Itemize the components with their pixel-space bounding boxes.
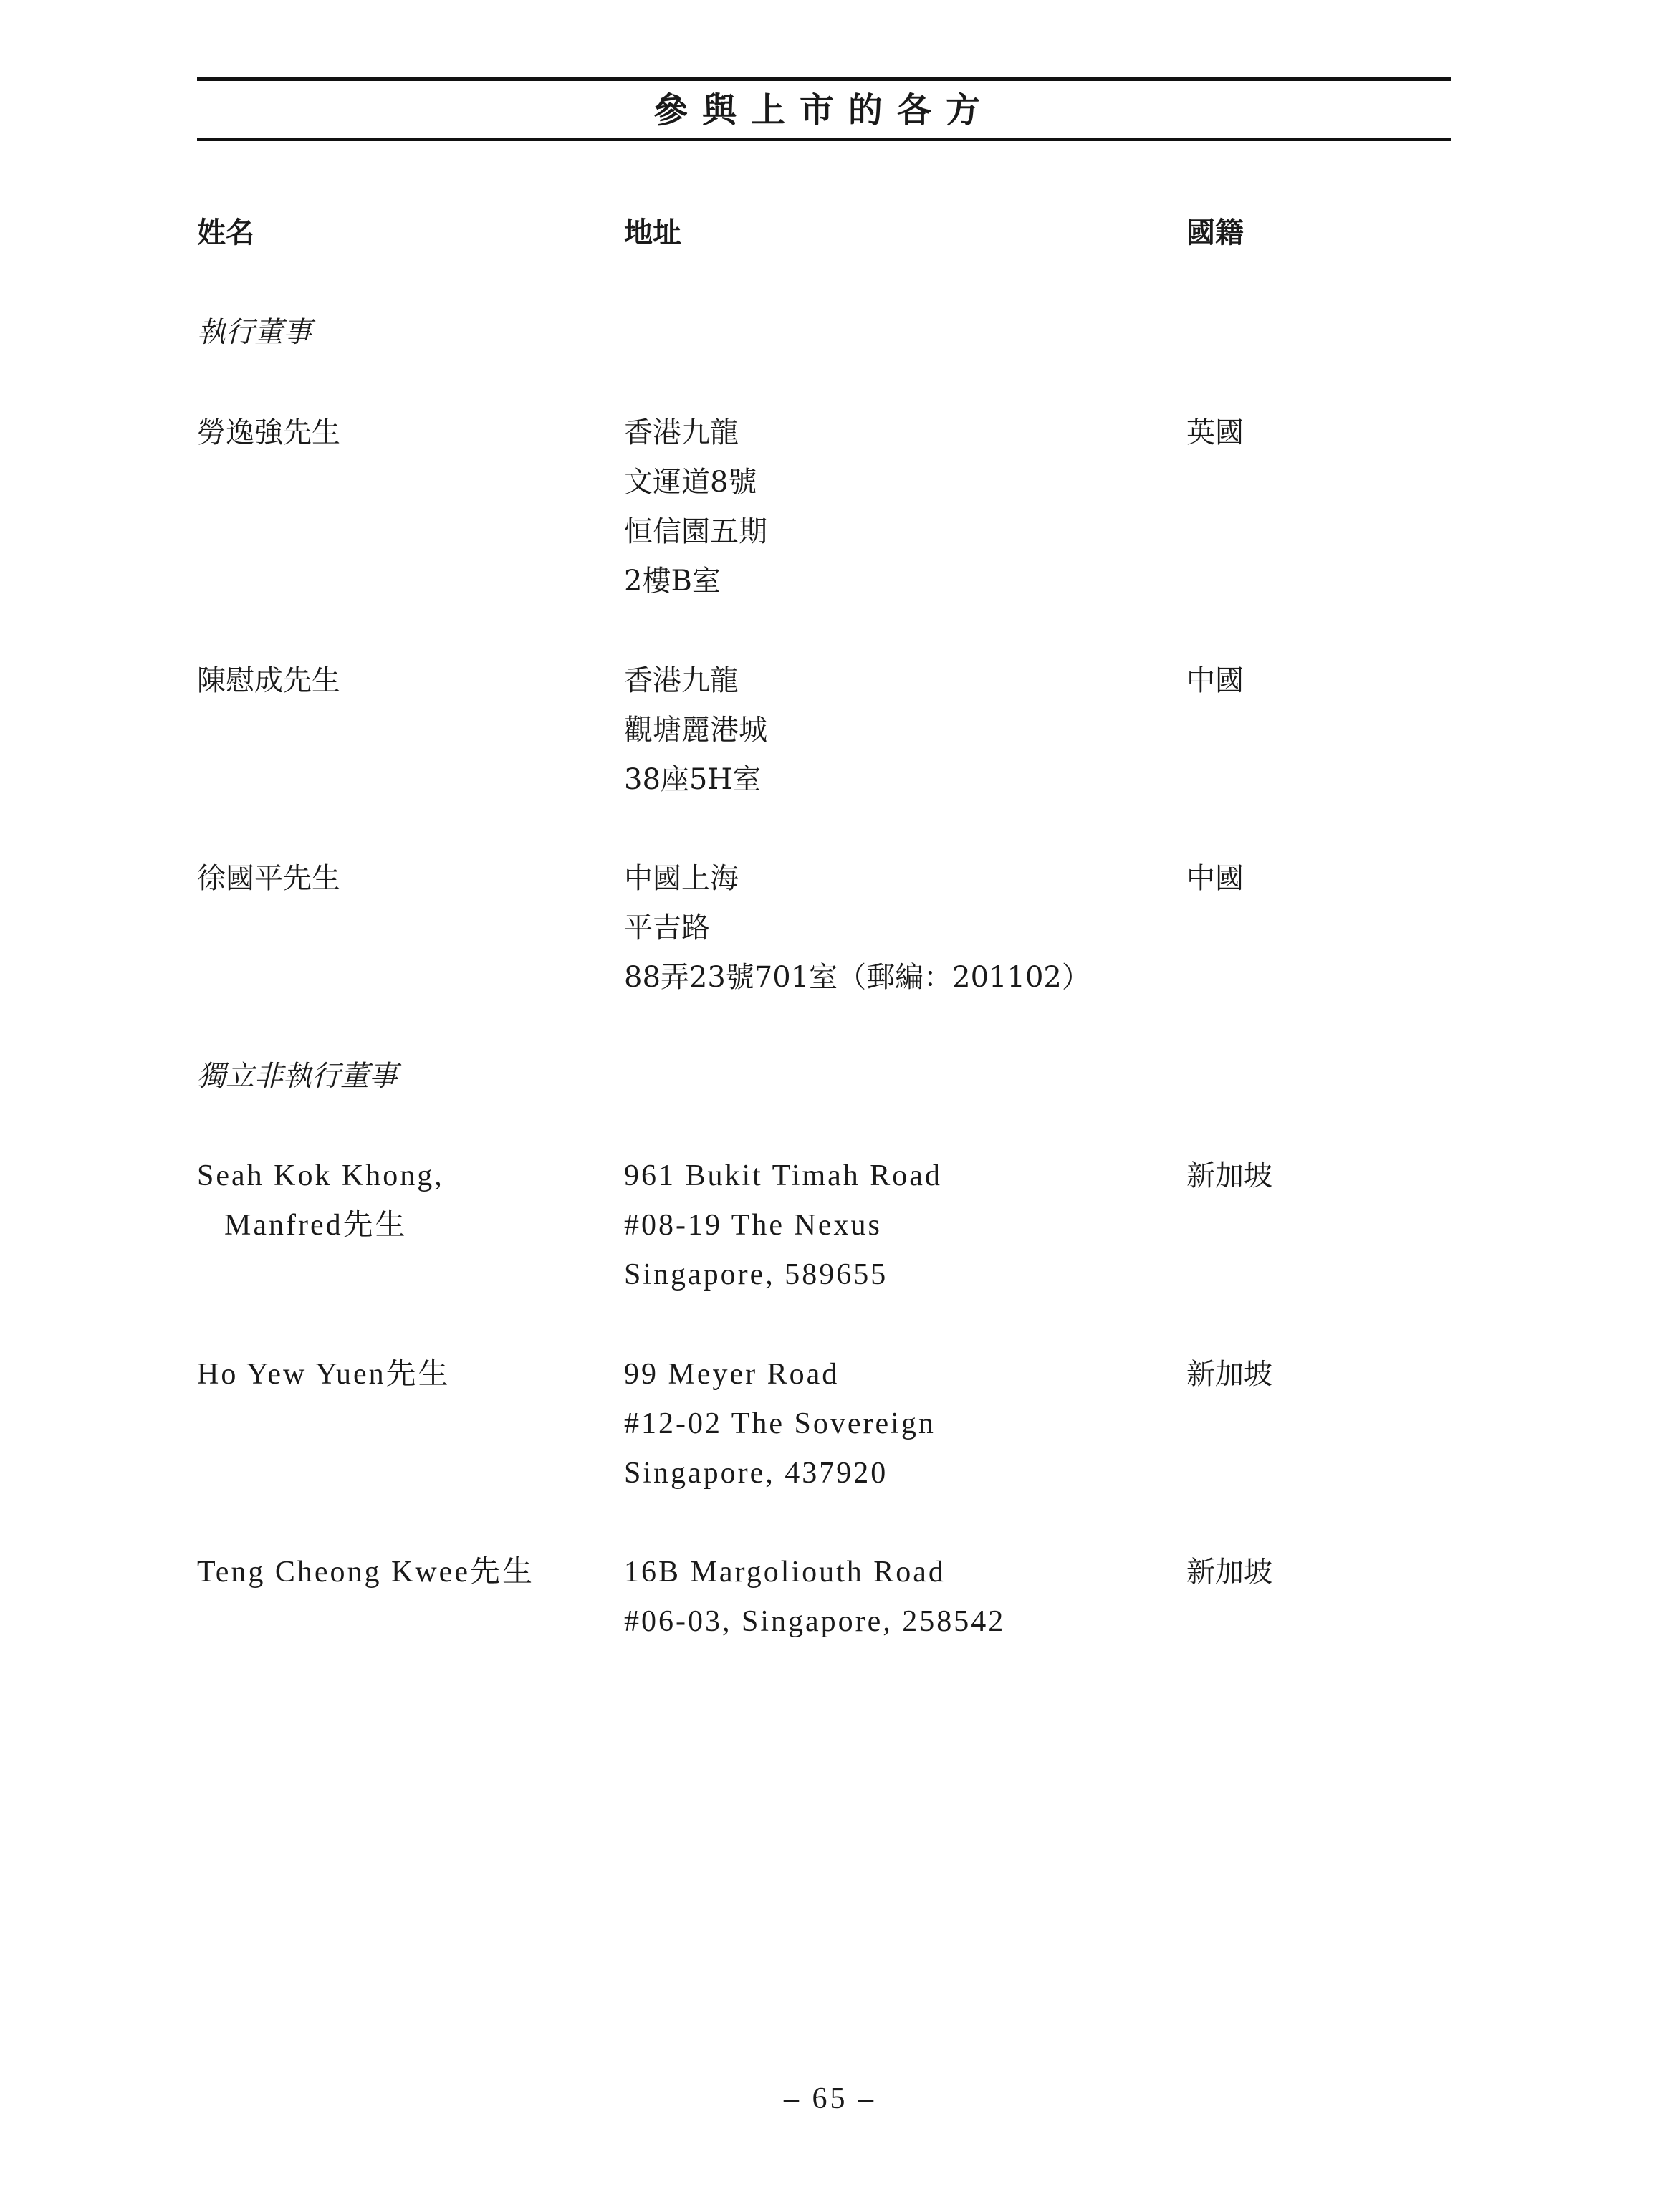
address-line: 16B Margoliouth Road bbox=[624, 1556, 946, 1589]
section-label: 執行董事 bbox=[197, 316, 312, 349]
page-number: – 65 – bbox=[784, 2082, 876, 2115]
section-label: 獨立非執行董事 bbox=[197, 1060, 398, 1093]
title-top-rule bbox=[197, 77, 1451, 81]
address-line: 2樓B室 bbox=[624, 565, 721, 598]
title-bottom-rule bbox=[197, 138, 1451, 141]
person-name: Ho Yew Yuen先生 bbox=[197, 1358, 451, 1391]
address-line: 文運道8號 bbox=[624, 466, 757, 499]
person-name: Seah Kok Khong, bbox=[197, 1159, 444, 1192]
person-name: 陳慰成先生 bbox=[197, 664, 340, 697]
address-line: #06-03, Singapore, 258542 bbox=[624, 1605, 1006, 1638]
person-name: Manfred先生 bbox=[224, 1209, 408, 1242]
person-nationality: 新加坡 bbox=[1186, 1358, 1272, 1391]
address-line: 恒信園五期 bbox=[624, 515, 767, 548]
person-nationality: 中國 bbox=[1186, 862, 1244, 895]
header-name: 姓名 bbox=[197, 216, 254, 249]
address-line: #08-19 The Nexus bbox=[624, 1209, 882, 1242]
address-line: 平吉路 bbox=[624, 911, 710, 944]
person-nationality: 新加坡 bbox=[1186, 1159, 1272, 1192]
address-line: 961 Bukit Timah Road bbox=[624, 1159, 942, 1192]
person-name: 徐國平先生 bbox=[197, 862, 340, 895]
header-address: 地址 bbox=[624, 216, 681, 249]
address-line: 中國上海 bbox=[624, 862, 739, 895]
address-line: 香港九龍 bbox=[624, 664, 739, 697]
address-line: 38座5H室 bbox=[624, 763, 762, 796]
person-name: 勞逸強先生 bbox=[197, 416, 340, 449]
address-line: 觀塘麗港城 bbox=[624, 714, 767, 747]
address-line: 香港九龍 bbox=[624, 416, 739, 449]
header-nationality: 國籍 bbox=[1186, 216, 1244, 249]
address-line: #12-02 The Sovereign bbox=[624, 1407, 936, 1440]
address-line: 88弄23號701室（郵編：201102） bbox=[624, 961, 1090, 994]
page-title: 參與上市的各方 bbox=[653, 90, 994, 130]
person-nationality: 中國 bbox=[1186, 664, 1244, 697]
address-line: 99 Meyer Road bbox=[624, 1358, 840, 1391]
person-nationality: 英國 bbox=[1186, 416, 1244, 449]
address-line: Singapore, 437920 bbox=[624, 1457, 888, 1490]
address-line: Singapore, 589655 bbox=[624, 1258, 888, 1291]
person-name: Teng Cheong Kwee先生 bbox=[197, 1556, 534, 1589]
person-nationality: 新加坡 bbox=[1186, 1556, 1272, 1589]
